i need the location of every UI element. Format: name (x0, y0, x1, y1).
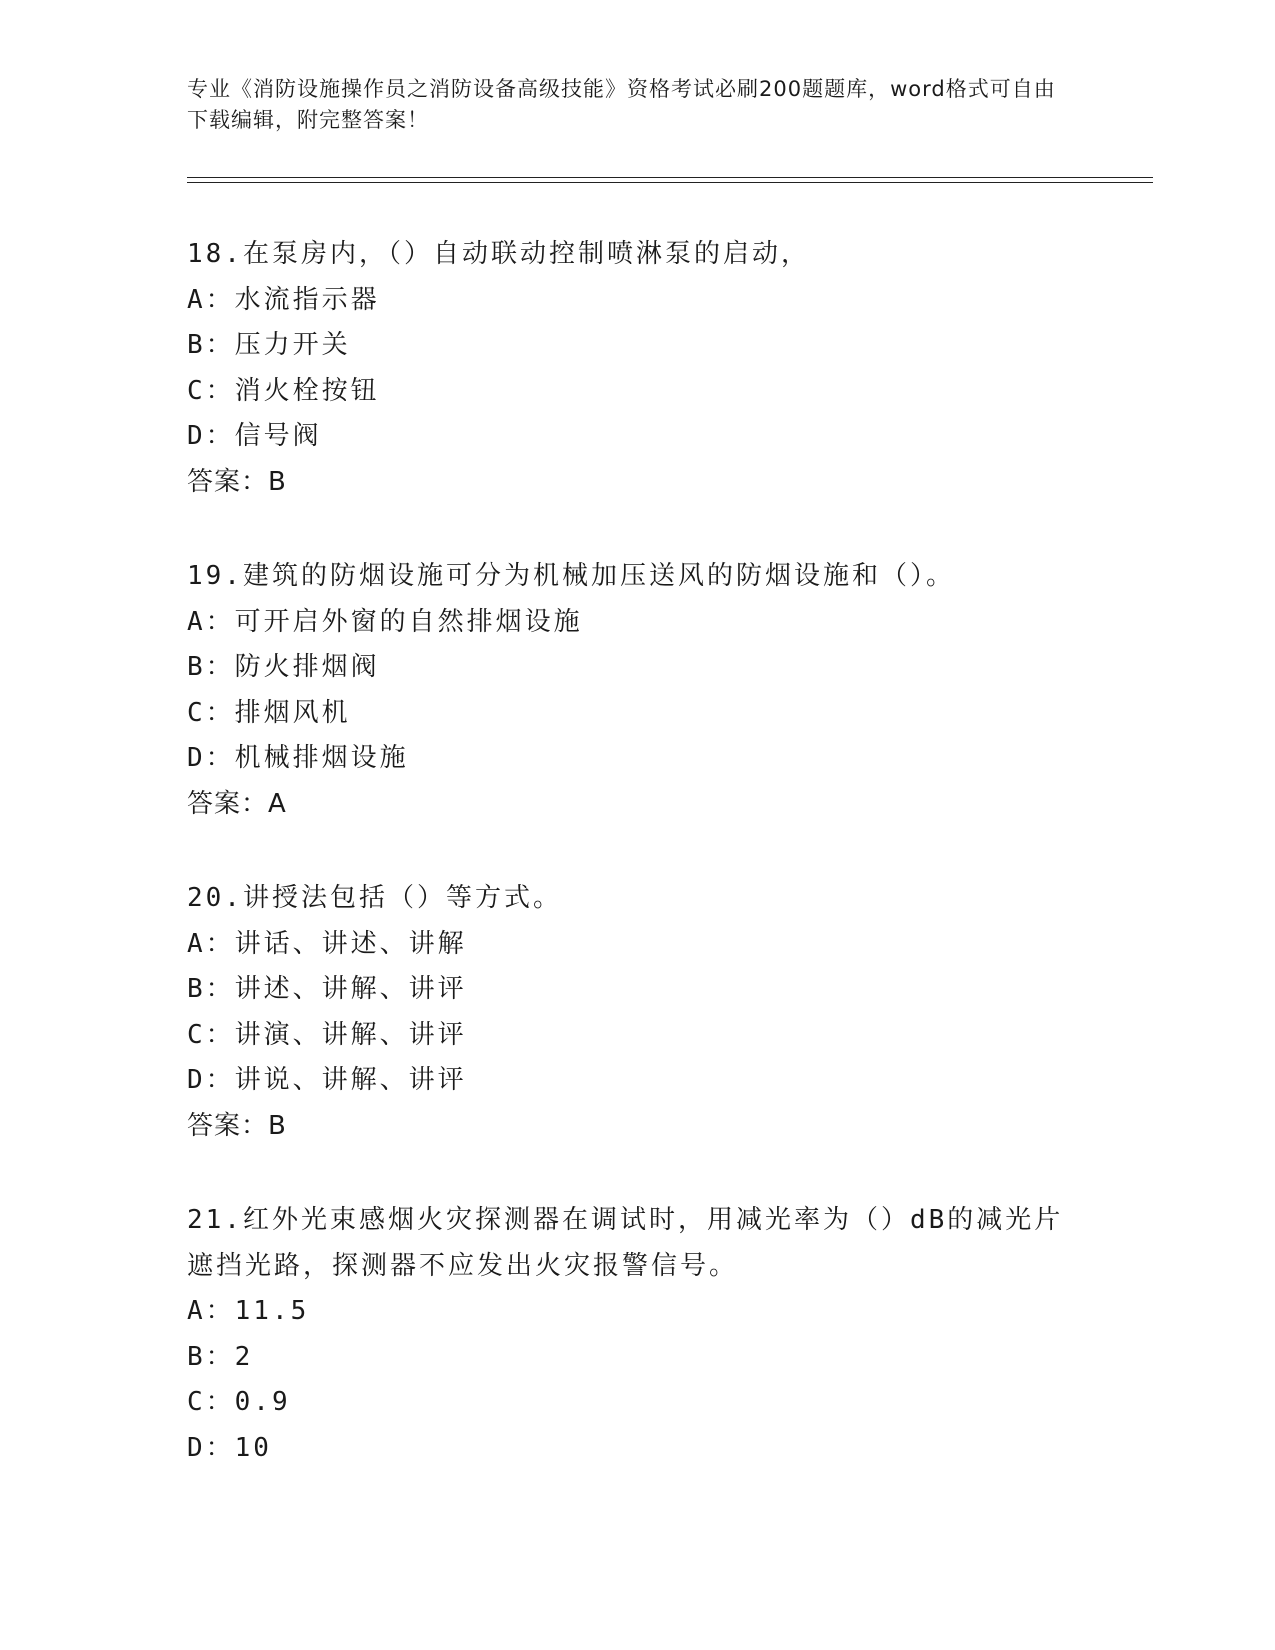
question-20 (187, 876, 1087, 1149)
option-d: D：信号阀 (187, 421, 322, 451)
option-b: B：压力开关 (187, 330, 351, 360)
option-a: A：水流指示器 (187, 284, 380, 315)
option-b: B：讲述、讲解、讲评 (187, 974, 467, 1004)
question-18 (187, 232, 1087, 505)
answer-label: 答案：B (187, 466, 287, 497)
question-stem: 19.建筑的防烟设施可分为机械加压送风的防烟设施和（）。 (187, 561, 955, 591)
option-d: D：机械排烟设施 (187, 743, 409, 773)
question-list (187, 232, 1087, 1520)
answer-label: 答案：B (187, 1110, 287, 1141)
option-c: C：0.9 (187, 1387, 291, 1417)
question-19 (187, 554, 1087, 827)
option-b: B：防火排烟阀 (187, 652, 380, 682)
option-c: C：消火栓按钮 (187, 375, 380, 406)
header-divider-top (187, 177, 1153, 178)
option-d: D：10 (187, 1432, 272, 1463)
option-d: D：讲说、讲解、讲评 (187, 1065, 467, 1095)
question-stem: 20.讲授法包括（）等方式。 (187, 883, 562, 913)
question-21 (187, 1198, 1087, 1471)
option-a: A：讲话、讲述、讲解 (187, 928, 467, 959)
question-stem: 21.红外光束感烟火灾探测器在调试时，用减光率为（）dB的减光片遮挡光路，探测器不应发出火灾报警信号。 (187, 1205, 1064, 1281)
option-a: A：11.5 (187, 1296, 310, 1326)
option-c: C：讲演、讲解、讲评 (187, 1019, 467, 1050)
document-header: 专业《消防设施操作员之消防设备高级技能》资格考试必刷200题题库，word格式可自由下载编辑，附完整答案！ (187, 77, 1056, 132)
answer-label: 答案：A (187, 788, 287, 819)
header-divider-bottom (187, 182, 1153, 183)
option-b: B：2 (187, 1341, 254, 1372)
question-stem: 18.在泵房内，（）自动联动控制喷淋泵的启动， (187, 239, 810, 269)
option-c: C：排烟风机 (187, 697, 351, 728)
option-a: A：可开启外窗的自然排烟设施 (187, 606, 583, 637)
